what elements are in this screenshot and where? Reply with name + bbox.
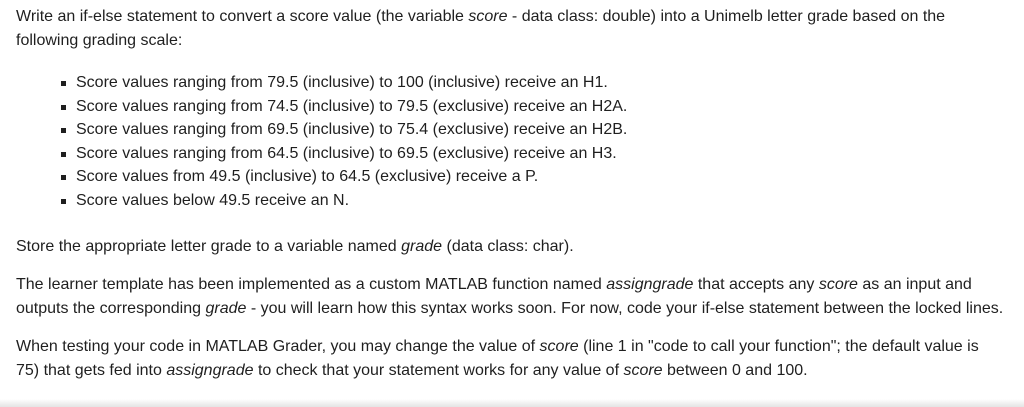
testing-paragraph (16, 335, 1006, 383)
store-text-2: (data class: char). (442, 237, 574, 255)
testing-text-2: (line 1 in "code to call your function"; the default value is 75) that gets fed into (16, 337, 979, 379)
score-variable: score (818, 275, 858, 293)
grading-scale-item-h1: Score values ranging from 79.5 (inclusive) to 100 (inclusive) receive an H1. (60, 71, 1006, 95)
score-variable: score (623, 361, 663, 379)
template-paragraph (16, 273, 1006, 321)
function-name: assigngrade (606, 275, 694, 293)
testing-text-4: between 0 and 100. (662, 361, 808, 379)
intro-text-2: - data class: double) into a Unimelb letter grade based on the following grading scale: (16, 8, 946, 49)
function-name: assigngrade (166, 361, 254, 379)
grading-scale-list (16, 71, 1006, 213)
grading-scale-item-n: Score values below 49.5 receive an N. (60, 189, 1006, 213)
template-text-1: The learner template has been implemented as a custom MATLAB function named (16, 275, 607, 293)
bottom-edge-shadow (0, 399, 1024, 407)
intro-text-1: Write an if-else statement to convert a score value (the variable (16, 8, 469, 25)
intro-paragraph (16, 5, 1006, 53)
store-text-1: Store the appropriate letter grade to a variable named (16, 237, 402, 255)
score-variable: score (468, 8, 508, 25)
template-text-2: that accepts any (693, 275, 819, 293)
grade-variable: grade (401, 237, 443, 255)
problem-statement (16, 5, 1006, 383)
grading-scale-item-h3: Score values ranging from 64.5 (inclusive) to 69.5 (exclusive) receive an H3. (60, 142, 1006, 166)
testing-text-1: When testing your code in MATLAB Grader, you may change the value of (16, 337, 540, 355)
score-variable: score (539, 337, 579, 355)
template-text-3: as an input and outputs the corresponding (16, 275, 972, 317)
grade-variable: grade (205, 299, 247, 317)
testing-text-3: to check that your statement works for any value of (253, 361, 624, 379)
grading-scale-item-h2a: Score values ranging from 74.5 (inclusive) to 79.5 (exclusive) receive an H2A. (60, 95, 1006, 119)
store-paragraph (16, 235, 1006, 259)
template-text-4: - you will learn how this syntax works soon. For now, code your if-else statement between the locked lines. (246, 299, 1004, 317)
grading-scale-item-p: Score values from 49.5 (inclusive) to 64.5 (exclusive) receive a P. (60, 165, 1006, 189)
grading-scale-item-h2b: Score values ranging from 69.5 (inclusive) to 75.4 (exclusive) receive an H2B. (60, 118, 1006, 142)
